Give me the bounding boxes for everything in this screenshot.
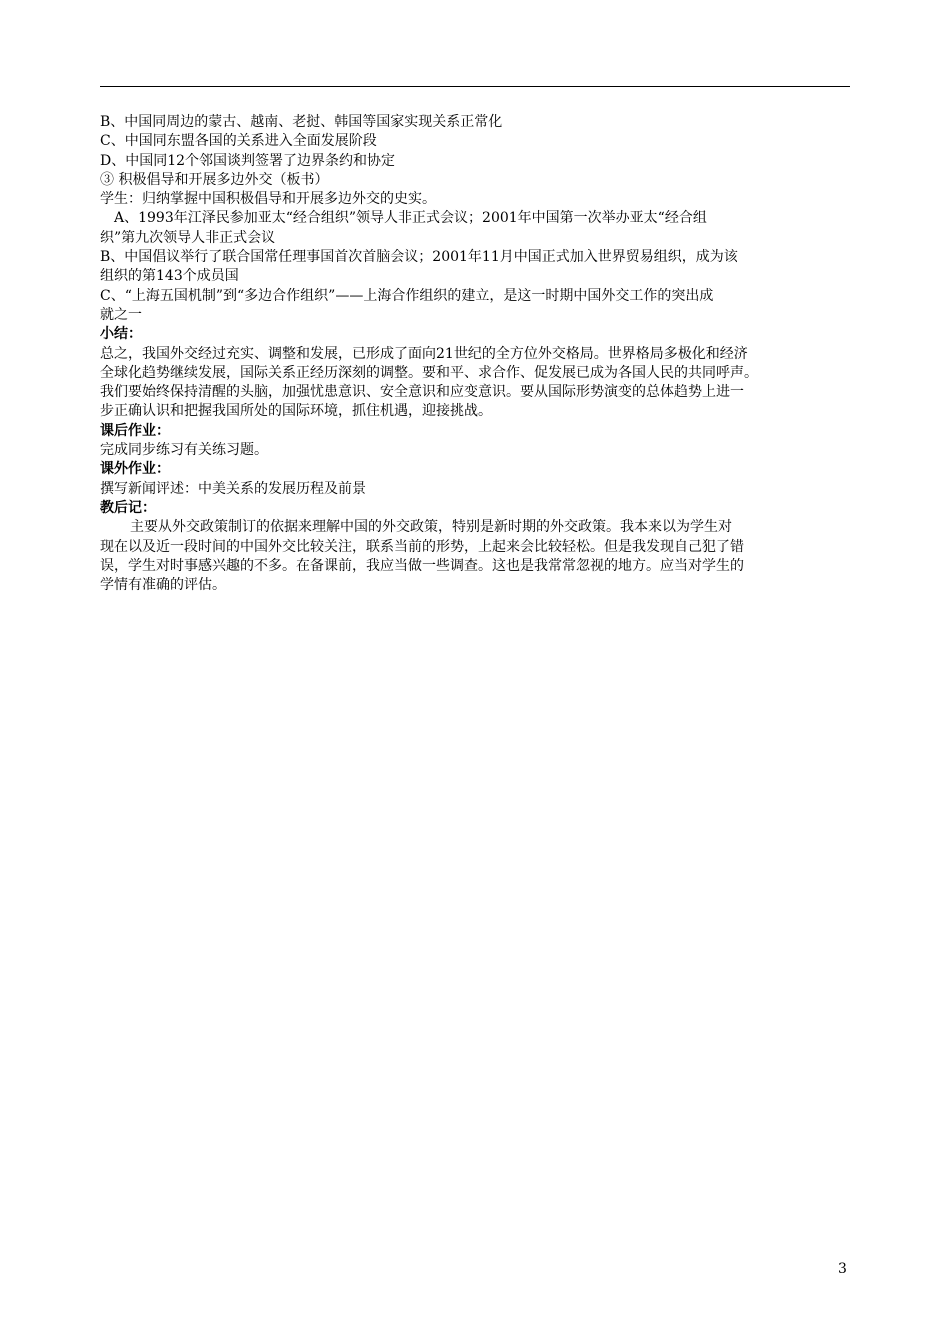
text-line: C、“上海五国机制”到“多边合作组织”——上海合作组织的建立，是这一时期中国外交工作的突出成 [100,287,714,304]
text-line: A、1993年江泽民参加亚太“经合组织”领导人非正式会议；2001年中国第一次举办亚太“经合组 [114,210,707,227]
text-line: 完成同步练习有关练习题。 [100,442,268,459]
section-heading-extracurricular: 课外作业： [100,461,170,478]
text-line: 学情有准确的评估。 [100,577,226,594]
page-number: 3 [838,1261,847,1277]
text-line: 撰写新闻评述：中美关系的发展历程及前景 [100,480,366,497]
section-heading-summary: 小结： [100,326,142,343]
text-line: 我们要始终保持清醒的头脑，加强忧患意识、安全意识和应变意识。要从国际形势演变的总体趋势上进一 [100,384,744,401]
document-body [100,113,850,595]
text-line: 现在以及近一段时间的中国外交比较关注，联系当前的形势，上起来会比较轻松。但是我发现自己犯了错 [100,538,744,555]
text-line: 全球化趋势继续发展，国际关系正经历深刻的调整。要和平、求合作、促发展已成为各国人民的共同呼声。 [100,364,758,381]
section-heading-reflection: 教后记： [100,499,156,516]
text-line: 就之一 [100,306,142,323]
text-line: D、中国同12个邻国谈判签署了边界条约和协定 [100,152,396,169]
text-line: 组织的第143个成员国 [100,268,239,285]
header-rule [100,86,850,87]
text-line: 总之，我国外交经过充实、调整和发展，已形成了面向21世纪的全方位外交格局。世界格局多极化和经济 [100,345,748,362]
text-line: 步正确认识和把握我国所处的国际环境，抓住机遇，迎接挑战。 [100,403,492,420]
section-heading-homework: 课后作业： [100,422,170,439]
text-line: 学生：归纳掌握中国积极倡导和开展多边外交的史实。 [100,191,436,208]
text-line: B、中国倡议举行了联合国常任理事国首次首脑会议；2001年11月中国正式加入世界贸易组织，成为该 [100,249,738,266]
text-line: 织”第九次领导人非正式会议 [100,229,276,246]
text-line: 误，学生对时事感兴趣的不多。在备课前，我应当做一些调查。这也是我常常忽视的地方。应当对学生的 [100,557,744,574]
text-line: C、中国同东盟各国的关系进入全面发展阶段 [100,133,377,150]
text-line: 主要从外交政策制订的依据来理解中国的外交政策，特别是新时期的外交政策。我本来以为学生对 [130,519,732,536]
text-line: ③ 积极倡导和开展多边外交（板书） [100,171,329,188]
text-line: B、中国同周边的蒙古、越南、老挝、韩国等国家实现关系正常化 [100,114,503,130]
